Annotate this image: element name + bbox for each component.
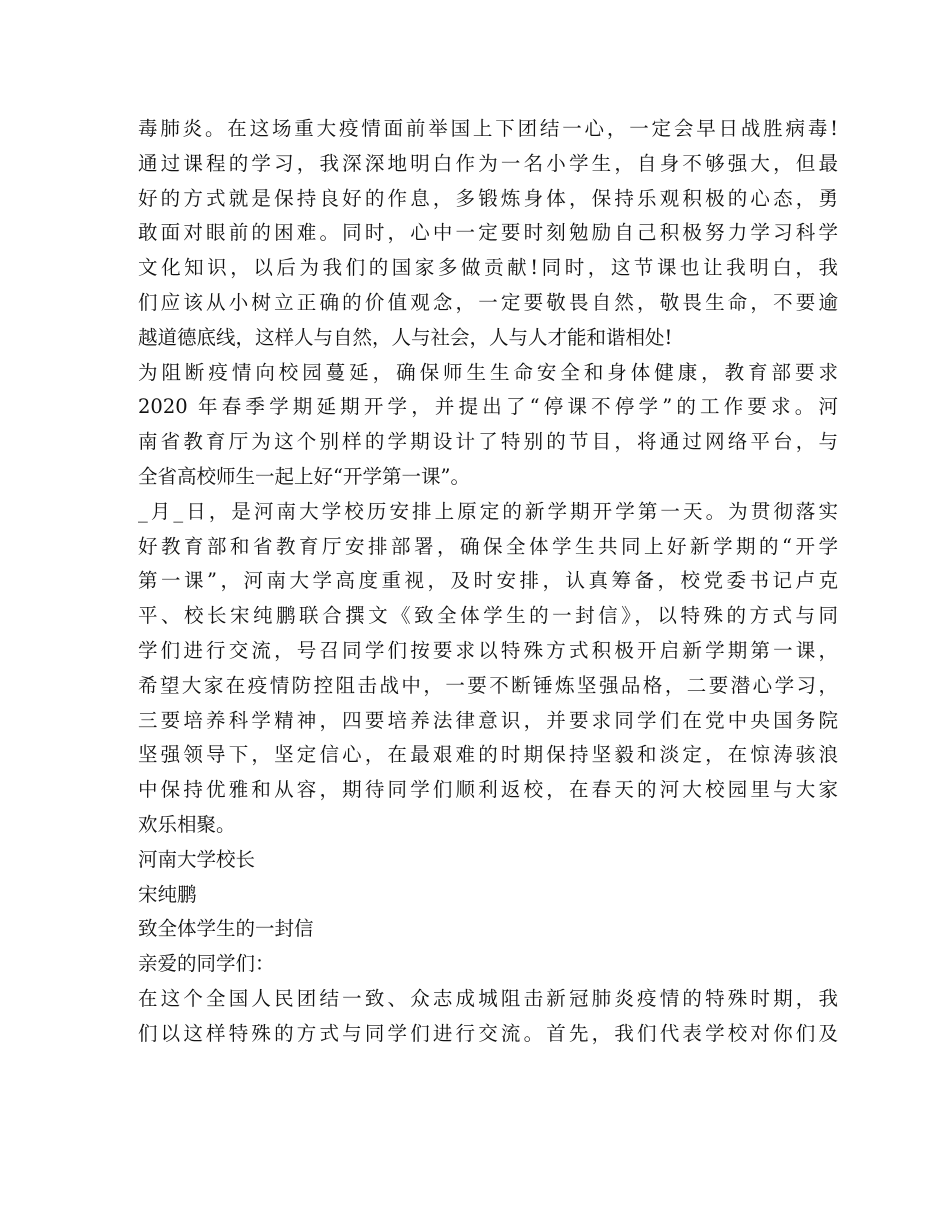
text-line: 好的方式就是保持良好的作息，多锻炼身体，保持乐观积极的心态，勇 [138, 186, 838, 210]
text-line: _月_日，是河南大学校历安排上原定的新学期开学第一天。为贯彻落实 [138, 499, 838, 523]
text-line: 平、校长宋纯鹏联合撰文《致全体学生的一封信》，以特殊的方式与同 [138, 604, 838, 628]
text-line: 们以这样特殊的方式与同学们进行交流。首先，我们代表学校对你们及 [138, 1021, 838, 1045]
text-line: 好教育部和省教育厅安排部署，确保全体学生共同上好新学期的“开学 [138, 534, 838, 558]
text-line: 第一课”，河南大学高度重视，及时安排，认真筹备，校党委书记卢克 [138, 569, 838, 593]
text-line: 三要培养科学精神，四要培养法律意识，并要求同学们在党中央国务院 [138, 708, 838, 732]
text-line: 坚强领导下，坚定信心，在最艰难的时期保持坚毅和淡定，在惊涛骇浪 [138, 743, 838, 767]
text-line: 南省教育厅为这个别样的学期设计了特别的节目，将通过网络平台，与 [138, 430, 838, 454]
text-line: 中保持优雅和从容，期待同学们顺利返校，在春天的河大校园里与大家 [138, 778, 838, 802]
text-line: 为阻断疫情向校园蔓延，确保师生生命安全和身体健康，教育部要求 [138, 360, 838, 384]
document-body [138, 112, 838, 1052]
text-line: 敢面对眼前的困难。同时，心中一定要时刻勉励自己积极努力学习科学 [138, 221, 838, 245]
text-line: 毒肺炎。在这场重大疫情面前举国上下团结一心，一定会早日战胜病毒! [138, 117, 838, 140]
letter-salutation: 亲爱的同学们： [138, 952, 275, 976]
text-line: 希望大家在疫情防控阻击战中，一要不断锤炼坚强品格，二要潜心学习， [138, 673, 838, 697]
text-line: 越道德底线，这样人与自然，人与社会，人与人才能和谐相处! [138, 325, 673, 349]
text-line: 欢乐相聚。 [138, 812, 236, 836]
text-line: 通过课程的学习，我深深地明白作为一名小学生，自身不够强大，但最 [138, 151, 838, 175]
text-line: 在这个全国人民团结一致、众志成城阻击新冠肺炎疫情的特殊时期，我 [138, 986, 838, 1010]
text-line: 们应该从小树立正确的价值观念，一定要敬畏自然，敬畏生命，不要逾 [138, 290, 838, 314]
text-line: 全省高校师生一起上好“开学第一课”。 [138, 464, 470, 488]
signature-title: 河南大学校长 [138, 847, 256, 871]
text-line: 文化知识，以后为我们的国家多做贡献!同时，这节课也让我明白，我 [138, 256, 838, 280]
text-line: 2020 年春季学期延期开学，并提出了“停课不停学”的工作要求。河 [138, 395, 838, 419]
signature-name: 宋纯鹏 [138, 882, 197, 906]
text-line: 学们进行交流，号召同学们按要求以特殊方式积极开启新学期第一课， [138, 638, 838, 662]
letter-title: 致全体学生的一封信 [138, 917, 314, 941]
